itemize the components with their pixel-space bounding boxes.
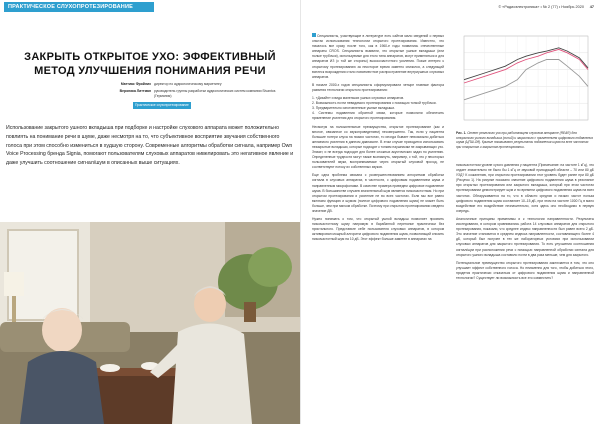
paragraph: Потенциальное преимущество открытого протезирования заключается в том, что оно улучшает эффект собственного голоса. Но неизменно для того, чтобы добиться этого, придется практически отказаться от цифрового подавления шума и направленной технологии? Существует ли возможность все это совместить? [456, 260, 594, 280]
list-item: 1. «Дизайн» и вида маленьких ушных слуховых аппаратов. [312, 96, 405, 101]
list-item: 3. Предварительно изготовленные ушные вкладыши. [312, 106, 396, 111]
paragraph: Несмотря на положительные преимущества, открытое протезирование (как и многое, связанное со звукопроведением) несовершенно. Так, если у пациента большие потери слуха на низких частотах, то иногда бывает невозможно добиться желаемого усиления в данном диапазоне. В этом случае приходится использовать незакрытые вкладыши, которые подходят к тонким наушникам не закрывающих ухо. Значит, и не всегда подходят для более сложных акустических задач по усилению. Определенные трудности могут также возникнуть, например, с той, что у некоторых пользователей звуки, воспринимаемые через открытый слуховой проход, не соответствуют потоку их собственных звуков. [312, 124, 444, 170]
caption-label: Рис. 1. [456, 131, 467, 135]
text-column-1 [312, 33, 444, 246]
author-row [110, 89, 290, 99]
section-rubric: ПРАКТИЧЕСКОЕ СЛУХОПРОТЕЗИРОВАНИЕ [4, 2, 154, 12]
text-column-2 [456, 163, 594, 284]
paragraph: Специалисты, участвующие в литературе есть сайтов мало сведений о первых опытах использования технологии открытого протезирования. Известно, что началось все сразу после того, как в 1960-е годы появились отечественные аппараты CROS. Специалисты выявили, что открытые ушные вкладыши (или полые трубочки), используемые для этого типа аппаратов, могут применяться и для аппаратов ИЗ (с той же стороны) высокочастотного усиления. Позже интерес к открытому протезированию за некоторое время заметно снизился, а следующий всплеск возрождения стало повсеместное распространение внутриушных слуховых аппаратов. [312, 34, 444, 79]
title-line-2: МЕТОД УЛУЧШЕНИЯ ПОНИМАНИЯ РЕЧИ [34, 65, 266, 77]
journal-info: © «Радиоэлектроника» • № 2 (77) • Ноябрь 2020 [498, 5, 584, 9]
author-row [110, 82, 290, 87]
dropcap-mark [312, 33, 316, 37]
numbered-list [312, 96, 444, 121]
figure-chart [456, 28, 594, 128]
list-item: 2. Возможность почти невидимого протезирования с помощью тонкой трубочки. [312, 101, 437, 106]
author-name: Вероника Литтман [119, 89, 151, 93]
chart-svg [456, 28, 594, 128]
article-lead: Использование закрытого ушного вкладыша при подборке и настройке слухового аппарата может положительно повлиять на понимание речи в шуме, даже несмотря на то, что субъективное восприятие звучания собственного голоса при этом способно измениться в худшую сторону. Современные алгоритмы обработки сигнала, например Own Voice Processing бренда Signia, помогают пользователям слуховых аппаратов нивелировать это негативное явление и даже улучшить соотношение сигнал/шум в описанных выше ситуациях. [6, 125, 294, 167]
author-name: Маттиас Фройлих [120, 82, 151, 86]
author-role: руководитель группы разработки аудиологических систем компании Sivantos (Германия) [154, 89, 276, 98]
paragraph: Нужно понимать о том, что открытый ушной вкладыш позволяет проявить низкочастотному шуму напрямую в барабанной перепонке практически без пристального. Представьте себе пользователя слуховых аппаратов, в котором активирован мощный алгоритм цифрового подавления шума, позволяющий снизить низкочастотный шум на 10 дБ. Этот эффект больше заметен в аппаратах на [312, 217, 444, 242]
paragraph: Аналогичные принципы применимы и к технологии направленности. Результаты исследования, в котором сравнивались работа 14 слуховых аппаратов для открытого протезирования, показали, что среднее индекс направленности был равен всего 2 дБ. Это значение становится в среднем индекса направленности, составляющего более 4 дБ, который был получен в тех же лабораторных условиях при использовании слуховых аппаратов для закрытого протезирования. То есть улучшения соотношения сигнал/шум при расположении речи с помощью направленной обработки сигнала для открытого ушного вкладыша составило почти в два раза меньше, чем для закрытого. [456, 216, 594, 257]
page-header [312, 2, 594, 12]
page-number: 47 [589, 5, 594, 9]
caption-text: Ответ реального уха при работающем слуховом аппарате (REAR) для открытого ушного вкладыша (синий) и закрытого с применением цифрового подавления шума (ЦПШ-Off). Кривые показывают результаты подавления шума на всех частотах при открытом и закрытом протезировании. [456, 131, 593, 149]
photo-illustration [0, 222, 300, 424]
section-badge: Практическое слухопротезирование [133, 102, 191, 109]
author-role: директор по аудиологическому маркетингу [154, 82, 222, 86]
figure-caption [456, 131, 594, 149]
article-photo [0, 222, 300, 424]
paragraph: В начале 2000-х годов специалисты сформулировали четыре главные фактора развития технологии открытого протезирования: [312, 82, 444, 92]
title-line-1: ЗАКРЫТЬ ОТКРЫТОЕ УХО: ЭФФЕКТИВНЫЙ [24, 51, 276, 63]
paragraph: Еще одна проблема связана с усовершенствованием алгоритмов обработки сигнала в слуховых аппаратах, в частности, с цифровым подавлением шума и направленным микрофонами. В качестве примера приведем цифровое подавление шума. В большинстве случаев значительный шум является низкочастотным. Но при открытом протезировании и усиление не во всех частотах. Если мы все равно включим функцию и шумом (полное цифрового подавления шума) не может быть больше, чем при мягком обработке. Поэтому при открытом протезировании сведено значение ДВ. [312, 173, 444, 213]
author-list [110, 82, 290, 101]
paragraph: низкочастотном уровне сухого давления у пациента (Примечание: на частоте 1 кГц), что отдает значительно не было бы 1 кГц от звуковой приходящей области – 70 или 80 дБ УЗД? К сожалению, при открытом протезировании этот уровень будет ранее при 80 дБ (Рисунок 1). На рисунке показано значение цифрового подавления шума в резонансе при открытых протезирования или закрытого вкладыша, который при этом частотах протезировании демонстрирует шум и по времени цифрового подавления шума на всех частотах. Обнаруживается на то, что в области средних и низких частот польза цифрового подавления шума составляет 10–15 дБ, при этом на частоте 1000 Гц в мало воздействие его воздействие незначительно, хотя здесь оно необходимо в первую очередь. [456, 163, 594, 213]
article-title [0, 50, 300, 78]
list-item: 4. Системы подавления обратной связи, которые позволили обеспечить применение усиления для открытого протезирования. [312, 111, 444, 121]
